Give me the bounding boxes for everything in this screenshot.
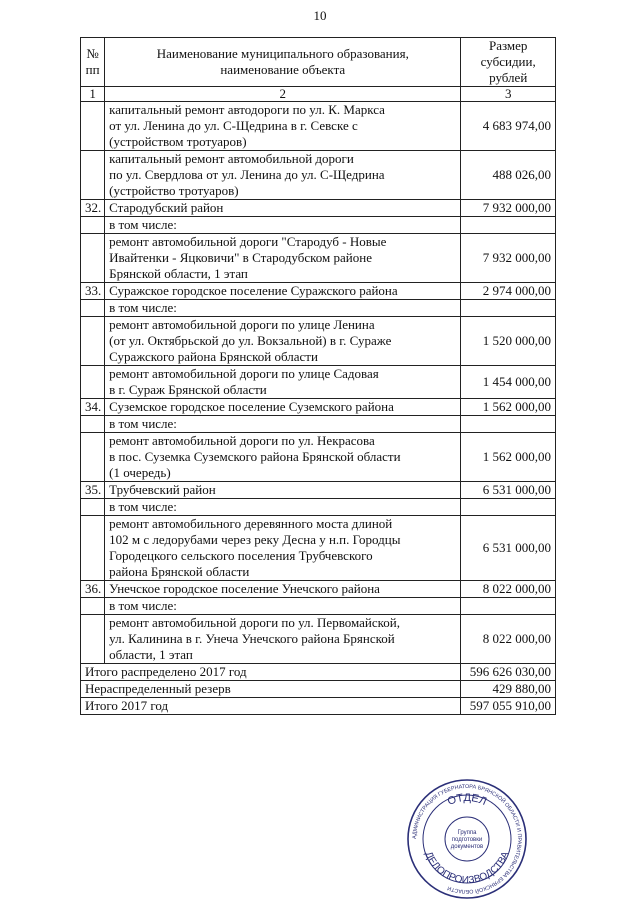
table-header-row [81, 38, 556, 87]
total-amount: 596 626 030,00 [461, 664, 556, 681]
row-amount: 7 932 000,00 [461, 234, 556, 283]
row-number [81, 234, 105, 283]
row-number [81, 598, 105, 615]
column-index-row [81, 87, 556, 102]
table-row [81, 283, 556, 300]
table-row [81, 433, 556, 482]
row-number [81, 416, 105, 433]
row-amount [461, 217, 556, 234]
row-amount: 1 454 000,00 [461, 366, 556, 399]
row-number [81, 300, 105, 317]
row-number: 34. [81, 399, 105, 416]
table-row [81, 416, 556, 433]
stamp-ring-text: АДМИНИСТРАЦИЯ ГУБЕРНАТОРА БРЯНСКОЙ ОБЛАСТИ И ПРАВИТЕЛЬСТВА БРЯНСКОЙ ОБЛАСТИ [411, 783, 523, 895]
row-name: ремонт автомобильной дороги по ул. Первомайской, ул. Калинина в г. Унеча Унечского района Брянской области, 1 этап [105, 615, 461, 664]
row-number [81, 499, 105, 516]
row-name: Суражское городское поселение Суражского района [105, 283, 461, 300]
table-row [81, 399, 556, 416]
row-amount: 7 932 000,00 [461, 200, 556, 217]
stamp-top-text: ОТДЕЛ [445, 791, 489, 809]
row-number: 32. [81, 200, 105, 217]
table-row [81, 217, 556, 234]
total-label: Итого 2017 год [81, 698, 461, 715]
row-amount [461, 499, 556, 516]
row-amount: 1 562 000,00 [461, 399, 556, 416]
row-number [81, 366, 105, 399]
stamp-center-line: документов [450, 844, 484, 850]
stamp-center-line: Группа [457, 830, 477, 836]
table-row [81, 615, 556, 664]
row-amount: 488 026,00 [461, 151, 556, 200]
row-amount: 6 531 000,00 [461, 516, 556, 581]
stamp-bottom-text: ДЕЛОПРОИЗВОДСТВА [422, 850, 512, 887]
row-name: в том числе: [105, 217, 461, 234]
row-name: ремонт автомобильной дороги по улице Ленина (от ул. Октябрьской до ул. Вокзальной) в г. Сураже Суражского района Брянской области [105, 317, 461, 366]
row-number [81, 615, 105, 664]
row-number [81, 516, 105, 581]
total-amount: 597 055 910,00 [461, 698, 556, 715]
stamp-center-line: подготовки [451, 837, 483, 843]
header-amount: Размер субсидии, рублей [461, 38, 556, 87]
row-name: Унечское городское поселение Унечского района [105, 581, 461, 598]
row-number [81, 151, 105, 200]
row-amount [461, 416, 556, 433]
row-name: в том числе: [105, 499, 461, 516]
table-row [81, 234, 556, 283]
row-name: Стародубский район [105, 200, 461, 217]
total-label: Итого распределено 2017 год [81, 664, 461, 681]
table-row [81, 102, 556, 151]
row-amount: 6 531 000,00 [461, 482, 556, 499]
page-number: 10 [313, 8, 327, 23]
row-name: ремонт автомобильного деревянного моста длиной 102 м с ледорубами через реку Десна у н.п. Городцы Городецкого сельского поселения Трубчевского района Брянской области [105, 516, 461, 581]
row-amount: 1 562 000,00 [461, 433, 556, 482]
row-name: в том числе: [105, 416, 461, 433]
column-index-1: 1 [81, 87, 105, 102]
total-row [81, 664, 556, 681]
table-row [81, 151, 556, 200]
row-amount: 2 974 000,00 [461, 283, 556, 300]
row-name: ремонт автомобильной дороги по улице Садовая в г. Сураж Брянской области [105, 366, 461, 399]
column-index-2: 2 [105, 87, 461, 102]
total-label: Нераспределенный резерв [81, 681, 461, 698]
row-number [81, 433, 105, 482]
row-amount: 4 683 974,00 [461, 102, 556, 151]
subsidy-table [80, 37, 556, 715]
table-row [81, 581, 556, 598]
row-number [81, 217, 105, 234]
row-amount: 1 520 000,00 [461, 317, 556, 366]
table-row [81, 366, 556, 399]
total-row [81, 698, 556, 715]
column-index-3: 3 [461, 87, 556, 102]
table-row [81, 300, 556, 317]
row-amount [461, 598, 556, 615]
row-name: в том числе: [105, 598, 461, 615]
table-row [81, 499, 556, 516]
table-row [81, 317, 556, 366]
row-amount [461, 300, 556, 317]
row-name: Суземское городское поселение Суземского района [105, 399, 461, 416]
row-number [81, 317, 105, 366]
row-number: 35. [81, 482, 105, 499]
table-row [81, 516, 556, 581]
row-name: капитальный ремонт автомобильной дороги по ул. Свердлова от ул. Ленина до ул. С-Щедрина (устройство тротуаров) [105, 151, 461, 200]
row-name: капитальный ремонт автодороги по ул. К. Маркса от ул. Ленина до ул. С-Щедрина в г. Севске с (устройством тротуаров) [105, 102, 461, 151]
row-name: ремонт автомобильной дороги "Стародуб - Новые Ивайтенки - Яцковичи" в Стародубском районе Брянской области, 1 этап [105, 234, 461, 283]
row-name: Трубчевский район [105, 482, 461, 499]
total-amount: 429 880,00 [461, 681, 556, 698]
row-name: ремонт автомобильной дороги по ул. Некрасова в пос. Суземка Суземского района Брянской области (1 очередь) [105, 433, 461, 482]
table-row [81, 200, 556, 217]
row-number [81, 102, 105, 151]
row-name: в том числе: [105, 300, 461, 317]
row-number: 33. [81, 283, 105, 300]
total-row [81, 681, 556, 698]
table-row [81, 598, 556, 615]
row-amount: 8 022 000,00 [461, 581, 556, 598]
header-number: № пп [81, 38, 105, 87]
department-stamp [406, 778, 528, 900]
table-row [81, 482, 556, 499]
row-number: 36. [81, 581, 105, 598]
header-name: Наименование муниципального образования, наименование объекта [105, 38, 461, 87]
row-amount: 8 022 000,00 [461, 615, 556, 664]
